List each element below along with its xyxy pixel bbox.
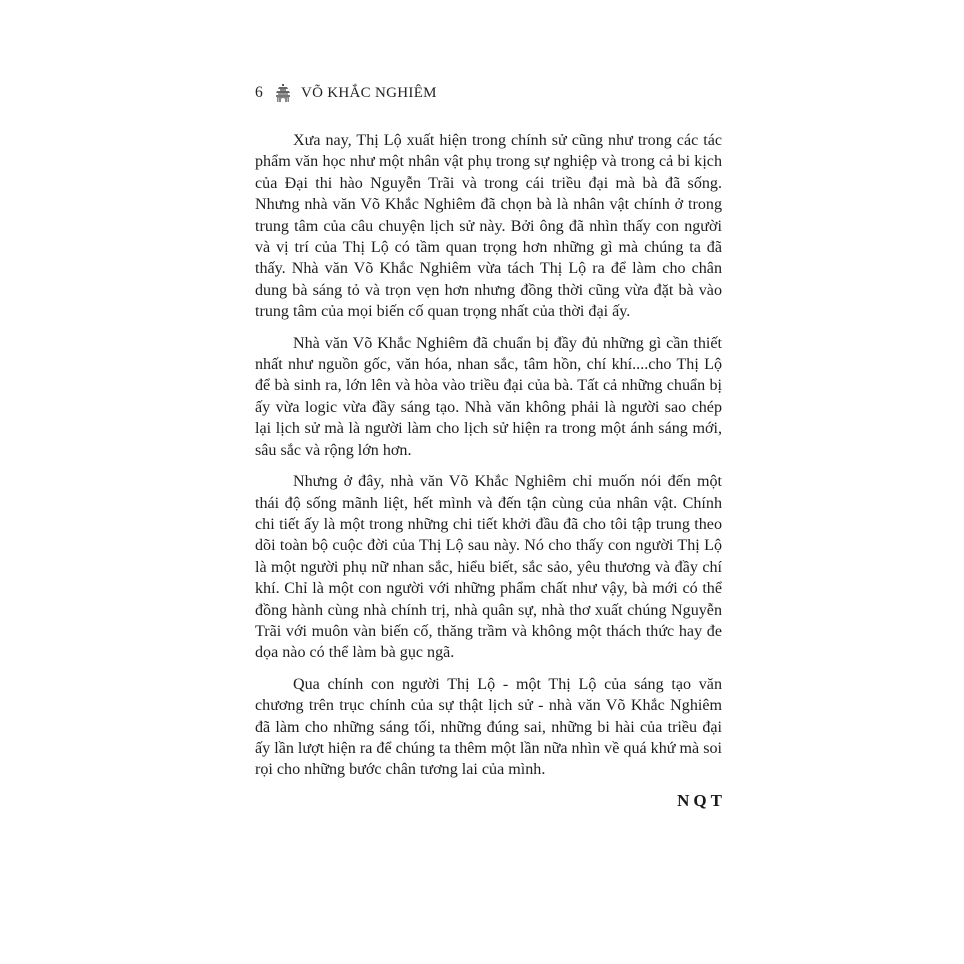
running-head <box>255 82 437 104</box>
paragraph-2: Nhà văn Võ Khắc Nghiêm đã chuẩn bị đầy đủ những gì cần thiết nhất như nguồn gốc, văn hóa, nhan sắc, tâm hồn, chí khí....cho Thị Lộ để bà sinh ra, lớn lên và hòa vào triều đại của bà. Tất cả những chuẩn bị ấy vừa logic vừa đầy sáng tạo. Nhà văn không phải là người sao chép lại lịch sử mà là người làm cho lịch sử hiện ra trong một ánh sáng mới, sâu sắc và rộng lớn hơn. <box>255 334 722 459</box>
paragraph-3: Nhưng ở đây, nhà văn Võ Khắc Nghiêm chỉ muốn nói đến một thái độ sống mãnh liệt, hết mình và đến tận cùng của nhân vật. Chính chi tiết ấy là một trong những chi tiết khởi đầu đã cho tôi tập trung theo dõi toàn bộ cuộc đời của Thị Lộ sau này. Nó cho thấy con người Thị Lộ là một người phụ nữ nhan sắc, hiểu biết, sắc sảo, yêu thương và đầy chí khí. Chỉ là một con người với những phẩm chất như vậy, bà mới có thể đồng hành cùng nhà chính trị, nhà quân sự, nhà thơ xuất chúng Nguyễn Trãi với muôn vàn biến cố, thăng trầm và không một thách thức hay đe dọa nào có thể làm bà gục ngã. <box>255 473 722 662</box>
book-page <box>255 0 726 964</box>
paragraph-1: Xưa nay, Thị Lộ xuất hiện trong chính sử cũng như trong các tác phẩm văn học như một nhân vật phụ trong sự nghiệp và trong cả bi kịch của Đại thi hào Nguyễn Trãi và trong cái triều đại mà bà đã sống. Nhưng nhà văn Võ Khắc Nghiêm đã chọn bà là nhân vật chính ở trong trung tâm của câu chuyện lịch sử này. Bởi ông đã nhìn thấy con người và vị trí của Thị Lộ có tầm quan trọng hơn những gì mà chúng ta đã thấy. Nhà văn Võ Khắc Nghiêm vừa tách Thị Lộ ra để làm cho chân dung bà sáng tỏ và trọn vẹn hơn nhưng đồng thời cũng vừa đặt bà vào trung tâm của mọi biến cố quan trọng nhất của thời đại ấy. <box>255 132 722 321</box>
pagoda-emblem-icon <box>275 84 291 102</box>
page-number: 6 <box>255 84 263 101</box>
author-signature: NQT <box>677 790 726 810</box>
paragraph-4: Qua chính con người Thị Lộ - một Thị Lộ của sáng tạo văn chương trên trục chính của sự thật lịch sử - nhà văn Võ Khắc Nghiêm đã làm cho những sáng tối, những đúng sai, những bi hài của triều đại ấy lần lượt hiện ra để chúng ta thêm một lần nữa nhìn về quá khứ mà soi rọi cho những bước chân tương lai của mình. <box>255 675 722 779</box>
book-title-header: VÕ KHẮC NGHIÊM <box>300 84 437 101</box>
body-text <box>255 130 726 811</box>
